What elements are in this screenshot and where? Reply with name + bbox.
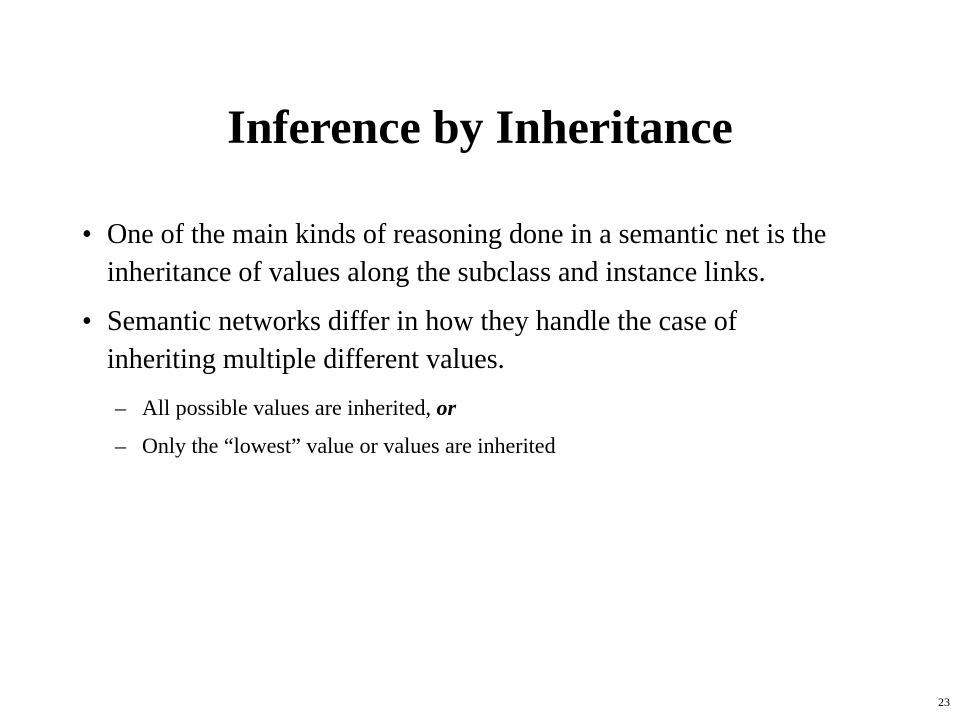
sub-bullet-text: All possible values are inherited, (142, 395, 437, 420)
bullet-text: Semantic networks differ in how they handle the case of inheriting multiple different values. (107, 306, 738, 375)
sub-bullet-list (107, 389, 842, 465)
sub-bullet-marker: – (115, 433, 126, 458)
bullet-text: One of the main kinds of reasoning done in a semantic net is the inheritance of values along the subclass and instance links. (107, 219, 827, 288)
sub-bullet-text: Only the “lowest” value or values are inherited (142, 433, 556, 458)
emphasis-text: or (436, 395, 457, 420)
slide-title: Inference by Inheritance (227, 101, 733, 154)
page-number: 23 (938, 695, 950, 709)
bullet-marker: • (82, 306, 92, 337)
bullet-marker: • (82, 219, 92, 250)
bullet-item (82, 303, 842, 465)
bullet-list (82, 216, 842, 476)
sub-bullet-item (107, 389, 842, 427)
sub-bullet-marker: – (115, 395, 126, 420)
bullet-item (82, 216, 842, 292)
sub-bullet-item (107, 427, 842, 465)
